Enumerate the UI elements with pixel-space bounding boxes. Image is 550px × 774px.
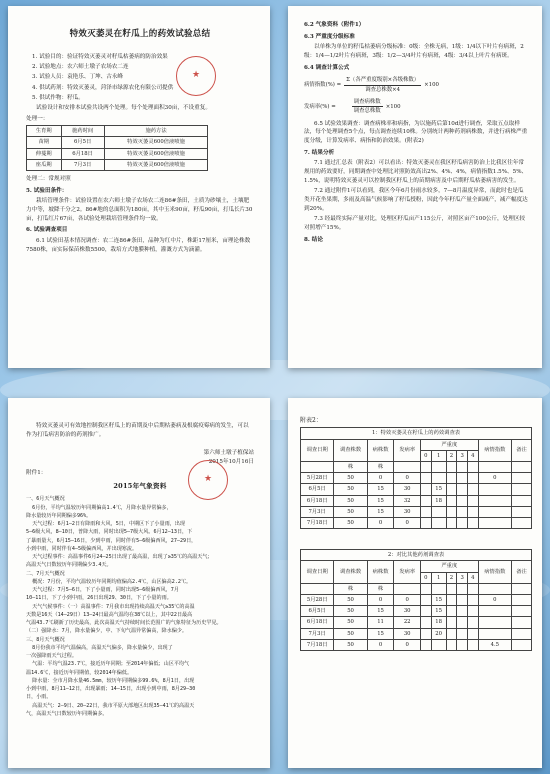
table-cell (457, 583, 468, 594)
table-cell (457, 594, 468, 605)
section-7-1-text: 7.1 通过汇总表（附表2）可以看出：特效灭萎灵在我区籽瓜病害防治上比我区往年常规用的药效要好，同期调查中处理比对照防效高出2%、4%、4%，病情指数1.5%、5%、1.5%，说明特效灭萎灵可以控制我区籽瓜上的苗期病害及中后期籽瓜枯萎病害的发生。 (304, 160, 528, 184)
incidence-formula: 发病率(%) = $\frac{\text{调查病株数}}{\text{调查总株数}}$ ×100 (304, 99, 401, 115)
table-cell: 7月3日 (301, 506, 334, 517)
section-6-3-text: 以单株为单位的籽瓜枯萎病分级标准：0级：全株无病，1级：1/4以下叶片有病斑，2级：1/4—1/2叶片有病斑，3级：1/2—3/4叶片有病斑，4级：3/4以上叶片有病斑。 (304, 44, 524, 59)
trial-info-line: 3. 试验人员：袁艳乐、丁坤、古永峰 (32, 74, 124, 81)
disease-index-formula: 病情指数(%) = $\frac{\text{Σ（各严重度级别×各级株数）}}{\text{调查总株数×4}}$ ×100 (304, 77, 439, 93)
efficacy-table (300, 427, 532, 529)
unit-cell: 株 (334, 583, 367, 594)
table-cell: 30 (394, 484, 421, 495)
table-cell (467, 461, 478, 472)
table-row (301, 506, 532, 517)
severity-level-cell: 4 (467, 450, 478, 461)
table-cell (467, 583, 478, 594)
table-title: 2：对比其他药剂调查表 (301, 550, 532, 561)
table-cell (446, 495, 457, 506)
table-cell (457, 628, 468, 639)
table-cell: 15 (367, 495, 394, 506)
table-cell (421, 517, 432, 528)
table-cell (421, 639, 432, 650)
table-cell (512, 506, 532, 517)
table-cell: 5月28日 (301, 594, 334, 605)
table-cell (467, 628, 478, 639)
table-cell (512, 639, 532, 650)
table-cell: 50 (334, 628, 367, 639)
table1-caption: 处理一： (26, 115, 49, 122)
table-cell: 0 (367, 594, 394, 605)
appendix-caption: 附表2： (300, 417, 322, 424)
table-cell: 特效灭萎灵600倍液喷施 (104, 148, 208, 159)
table-cell (457, 606, 468, 617)
table-header-cell: 发病率 (394, 439, 421, 461)
table-cell (457, 639, 468, 650)
weather-report (26, 495, 254, 718)
severity-level-cell: 1 (431, 572, 446, 583)
table-cell: 0 (478, 594, 511, 605)
table-cell: 30 (394, 506, 421, 517)
table-cell: 20 (431, 628, 446, 639)
table-cell (457, 473, 468, 484)
table-cell: 50 (334, 495, 367, 506)
table-cell (421, 506, 432, 517)
table-cell (512, 606, 532, 617)
table-cell (467, 517, 478, 528)
table-cell (457, 517, 468, 528)
table-cell (478, 617, 511, 628)
table-cell: 5月28日 (301, 473, 334, 484)
table-header-cell: 调查株数 (334, 561, 367, 583)
weather-line: 5—6级大风，8—10日，普降大雨，同时出现5—7级大风。6月12—13日，下 (26, 529, 193, 536)
table-cell (512, 473, 532, 484)
section-5-heading: 5. 试验田条件： (26, 187, 68, 194)
table-cell: 0 (367, 473, 394, 484)
table-cell (446, 506, 457, 517)
table-row (301, 639, 532, 650)
severity-level-cell: 3 (457, 450, 468, 461)
severity-level-cell: 0 (421, 450, 432, 461)
table-cell: 22 (394, 617, 421, 628)
table-cell (446, 606, 457, 617)
table-cell: 座瓜期 (27, 159, 62, 170)
table-cell (431, 461, 446, 472)
table-row (27, 137, 208, 148)
severity-level-cell: 1 (431, 450, 446, 461)
weather-line: 天气过程：6月1—2日有降雨和大风，5日，中期区下了小量雨，出现 (26, 521, 185, 528)
table-cell: 15 (431, 484, 446, 495)
table-cell: 50 (334, 617, 367, 628)
table-cell (394, 583, 421, 594)
table-cell: 15 (431, 594, 446, 605)
table-cell: 0 (478, 473, 511, 484)
table-cell (301, 461, 334, 472)
table-cell (446, 628, 457, 639)
table-header-cell: 生育期 (27, 126, 62, 137)
weather-line: （二）强降水：7月，降水量偏少，中、下旬气温异常偏高，降水偏少。 (26, 628, 187, 635)
table-title: 1：特效灭萎灵在籽瓜上的药效调查表 (301, 428, 532, 439)
table-cell: 0 (367, 639, 394, 650)
table-cell: 7月18日 (301, 517, 334, 528)
weather-line: 天气气候事件：（一）高温事件：7月我市出现持续高温天气≥35℃的高温 (26, 603, 195, 610)
table-cell (478, 484, 511, 495)
table-cell: 30 (394, 606, 421, 617)
table-cell (394, 461, 421, 472)
table-cell: 15 (367, 606, 394, 617)
table-cell (421, 461, 432, 472)
table-row (301, 628, 532, 639)
table-header-cell: 严重度 (421, 561, 479, 572)
weather-line: 一、6月天气概况 (26, 496, 65, 503)
table-cell: 0 (394, 473, 421, 484)
table-header-cell: 调查株数 (334, 439, 367, 461)
official-stamp (176, 56, 216, 96)
report-title: 特效灭萎灵在籽瓜上的药效试验总结 (69, 29, 211, 39)
weather-line: 日，小雨。 (26, 694, 52, 701)
weather-line: 气温43.7℃刷新了历史最高，此次高温天气持续时间长范围广的气象特征为历史罕见。 (26, 620, 222, 627)
document-page-1 (8, 6, 270, 368)
table-cell: 4.5 (478, 639, 511, 650)
weather-line: 概况：7月份，平均气温较历年同期均值偏高2.4℃，山区偏高2.2℃。 (26, 578, 192, 585)
table-row (301, 517, 532, 528)
weather-line: 8月份我市平均气温偏高，高温天气偏多，降水量偏少，出现了 (26, 644, 173, 651)
trial-design: 试验设计和安排本试验共设两个处理。每个处理面积30亩，不设重复。 (36, 104, 211, 111)
table-cell (421, 473, 432, 484)
table-cell: 0 (394, 594, 421, 605)
table-cell (446, 517, 457, 528)
severity-level-cell: 4 (467, 572, 478, 583)
weather-line: 三、8月天气概况 (26, 636, 65, 643)
table-header-cell: 施药方法 (104, 126, 208, 137)
section-7-heading: 7. 结果分析 (304, 149, 335, 156)
table-cell: 11 (367, 617, 394, 628)
severity-level-cell: 2 (446, 572, 457, 583)
table-header-cell: 病情指数 (478, 439, 511, 461)
table-cell: 50 (334, 517, 367, 528)
table-cell (478, 517, 511, 528)
table-row (301, 606, 532, 617)
table-cell (512, 461, 532, 472)
weather-line: 6月份，平均气温较历年同期偏高1.4℃，月降水量异常偏多， (26, 504, 172, 511)
table-cell (457, 617, 468, 628)
table-cell (467, 495, 478, 506)
weather-line: 高温天气日数较历年同期偏少3.4天。 (26, 562, 112, 569)
section-6-heading: 6. 试验调查项目 (26, 227, 68, 234)
table-cell: 32 (394, 495, 421, 506)
table-cell: 18 (431, 617, 446, 628)
table-cell (446, 473, 457, 484)
table-cell: 6月18日 (61, 148, 104, 159)
weather-line: 小到中雨，8月11—12日，出现暴雨；14—15日，出现小到中雨，8月29—30 (26, 686, 196, 693)
table-cell (512, 517, 532, 528)
table-cell: 15 (431, 606, 446, 617)
table-cell: 50 (334, 594, 367, 605)
table-cell: 30 (394, 628, 421, 639)
weather-line: 二、7月天气概况 (26, 570, 65, 577)
table-cell: 15 (367, 484, 394, 495)
weather-line: 天数是16天（14—29日）13—24日最高气温均在38℃以上，其中22日最高 (26, 611, 193, 618)
table-cell (478, 461, 511, 472)
table-cell (431, 583, 446, 594)
table-row (301, 495, 532, 506)
table-cell (467, 617, 478, 628)
table-header-cell: 调查日期 (301, 561, 334, 583)
table-cell (478, 495, 511, 506)
table-cell: 50 (334, 639, 367, 650)
table2-caption: 处理二：常规对照 (26, 176, 71, 183)
table-row (27, 148, 208, 159)
table-cell (446, 583, 457, 594)
weather-line: 10—11日，下了小到中雨，26日出现29、30日，下了小量的雨。 (26, 595, 172, 602)
table-cell (446, 639, 457, 650)
section-6-4-heading: 6.4 调查计算公式 (304, 64, 350, 71)
table-cell: 50 (334, 506, 367, 517)
table-cell: 50 (334, 484, 367, 495)
table-cell (431, 473, 446, 484)
section-8-heading: 8. 结论 (304, 236, 323, 243)
weather-line: 高温天气：2—9日、20—22日，我市平原大部地区出现35—41℃的高温天 (26, 702, 195, 709)
table-cell (421, 628, 432, 639)
table-cell (421, 594, 432, 605)
table-cell: 0 (394, 517, 421, 528)
table-cell (431, 506, 446, 517)
weather-line: 天气过程：7月5—6日，下了小量雨，同时出现5—6级偏西风，7月 (26, 587, 179, 594)
table-row (301, 617, 532, 628)
unit-cell: 株 (367, 583, 394, 594)
table-cell (457, 461, 468, 472)
table-cell (512, 617, 532, 628)
table-cell: 6月5日 (301, 484, 334, 495)
table-cell (421, 617, 432, 628)
table-cell (421, 484, 432, 495)
table-row (301, 484, 532, 495)
unit-cell: 株 (367, 461, 394, 472)
table-cell (467, 594, 478, 605)
table-cell (467, 506, 478, 517)
table-header-cell: 备注 (512, 439, 532, 461)
section-6-5-text: 6.5 试验效果调查：调查病株率和病指，为以施药后第10d进行调查，采取五点取样法，每个处理调查5个点，每点调查连续10株。分别统计两种药剂病株数，并进行病株严重度分级，计算发病率、病指和防治效果。(附表2) (304, 120, 528, 145)
section-7-2-text: 7.2 通过附件1可以看到，我区今年6月份雨水较多，7—8月温度异常，而此时也是瓜类开花坐果期，多雨及高温气候影响了籽瓜授粉，因此今年籽瓜产量全面减产，减产幅度达到20%。 (304, 188, 528, 212)
severity-level-cell: 3 (457, 572, 468, 583)
attachment-label: 附件1： (26, 469, 47, 476)
table-cell (421, 606, 432, 617)
comparison-table (300, 549, 532, 651)
table-header-cell: 严重度 (421, 439, 479, 450)
conclusion-text: 特效灭萎灵可有效地控制我区籽瓜上的苗期及中后期枯萎病及根腐疫霉病的发生，可以作为打瓜病害防治的药剂推广。 (26, 423, 249, 438)
document-page-3 (8, 398, 270, 768)
weather-line: 了暴雨量大，6月15—16日，少到中雨，同时伴有5—6级偏西风，27—29日， (26, 537, 197, 544)
table-cell (478, 583, 511, 594)
trial-info-line: 2. 试验地点：农六师土墩子农场农二连 (32, 64, 129, 71)
table-header-cell: 备注 (512, 561, 532, 583)
section-6-2-heading: 6.2 气象资料（附件1） (304, 22, 365, 28)
document-page-4 (288, 398, 542, 768)
weather-line: 降水量较历年同期偏多96%。 (26, 512, 92, 519)
table-cell: 15 (367, 628, 394, 639)
trial-info-list (26, 53, 254, 102)
table-cell (478, 628, 511, 639)
table-cell (421, 583, 432, 594)
table-header-cell: 调查日期 (301, 439, 334, 461)
table-cell: 6月18日 (301, 617, 334, 628)
section-6-3-heading: 6.3 严重度分级标准 (304, 33, 355, 40)
weather-line: 气，高温天气日数较历年同期偏多。 (26, 710, 108, 717)
table-cell: 6月5日 (61, 137, 104, 148)
table-cell: 7月3日 (301, 628, 334, 639)
table-header-cell: 发病率 (394, 561, 421, 583)
table-cell (467, 473, 478, 484)
unit-cell: 株 (334, 461, 367, 472)
table-header-cell: 病情指数 (478, 561, 511, 583)
table-header-cell: 病株数 (367, 439, 394, 461)
table-cell (478, 606, 511, 617)
severity-level-cell: 0 (421, 572, 432, 583)
treatment-table (26, 125, 208, 171)
table-cell (446, 617, 457, 628)
table-cell: 苗期 (27, 137, 62, 148)
weather-line: 降水量：全市月降水量46.5mm，较历年同期偏多99.6%，8月1日，出现 (26, 677, 195, 684)
table-cell: 0 (394, 639, 421, 650)
table-cell (457, 506, 468, 517)
table-cell (467, 484, 478, 495)
table-cell (478, 506, 511, 517)
table-cell: 50 (334, 606, 367, 617)
trial-info-line: 4. 供试药剂：特效灭萎灵，菏泽市绿源农化有限公司提供 (32, 84, 174, 91)
weather-line: 一次强降雨天气过程。 (26, 653, 77, 660)
table-cell (457, 495, 468, 506)
table-cell (512, 628, 532, 639)
table-cell: 50 (334, 473, 367, 484)
table-cell (467, 639, 478, 650)
table-cell: 6月18日 (301, 495, 334, 506)
table-cell: 7月18日 (301, 639, 334, 650)
table-cell: 伸蔓期 (27, 148, 62, 159)
weather-line: 小到中雨，同时伴有4—5级偏西风，并出现寒流。 (26, 545, 138, 552)
table-cell: 6月5日 (301, 606, 334, 617)
table-header-cell: 施药时间 (61, 126, 104, 137)
table-row (27, 159, 208, 170)
table-cell (512, 594, 532, 605)
weather-line: 温14.6℃，接近历年同期值，较2014年偏低。 (26, 669, 133, 676)
table-header-cell: 病株数 (367, 561, 394, 583)
trial-info-line: 5. 供试作物：籽瓜。 (32, 94, 84, 101)
signing-date: 2015年10月16日 (208, 458, 254, 465)
table-cell (421, 495, 432, 506)
table-cell (512, 495, 532, 506)
table-cell (431, 639, 446, 650)
table-cell (446, 594, 457, 605)
table-cell (467, 606, 478, 617)
signing-organization: 第六师土墩子植保站 (203, 450, 254, 457)
table-cell (301, 583, 334, 594)
table-cell (512, 484, 532, 495)
trial-info-line: 1. 试验目的：验证特效灭萎灵对籽瓜枯萎病的防治效果 (32, 54, 168, 61)
weather-line: 天气过程事件：高温事件6月24—25日出现了最高温，出现了≥35℃的高温天气； (26, 554, 213, 561)
official-stamp (188, 460, 228, 500)
table-cell (512, 583, 532, 594)
table-cell: 特效灭萎灵600倍液喷施 (104, 137, 208, 148)
weather-line: 气温：平均气温23.7℃，接近历年同期；至2014年偏低；山区平均气 (26, 661, 190, 668)
table-cell: 7月3日 (61, 159, 104, 170)
table-row (301, 594, 532, 605)
table-cell (446, 461, 457, 472)
section-5-text: 栽培管理条件：试验设置在农六师土墩子农场农二连86#条田，土质为砂壤土，土壤肥力中等，坡降千分之2。86#地的总面积为180亩，其中玉米90亩，籽瓜90亩，打瓜长片30亩，打瓜红片67亩，各试验处理栽培管理条件均一致。 (26, 198, 253, 222)
table-cell (457, 484, 468, 495)
weather-title: 2015年气象资料 (113, 482, 167, 491)
table-cell: 0 (367, 517, 394, 528)
table-cell: 特效灭萎灵600倍液喷施 (104, 159, 208, 170)
table-row (301, 473, 532, 484)
table-cell (431, 517, 446, 528)
table-cell (446, 484, 457, 495)
table-cell: 15 (367, 506, 394, 517)
section-6-1-text: 6.1 试验田基本情况调查：农二连86#条田，品种为红中片，株距17厘米，亩理论株数7580株，亩实际保苗株数5500，栽培方式地膜种植，灌溉方式为滴灌。 (26, 238, 251, 253)
document-page-2 (288, 6, 542, 368)
section-7-3-text: 7.3 经最终实际产量对比，处理区籽瓜亩产115公斤，对照区亩产100公斤，处理区较对照增产15%。 (304, 216, 526, 231)
severity-level-cell: 2 (446, 450, 457, 461)
table-cell: 18 (431, 495, 446, 506)
